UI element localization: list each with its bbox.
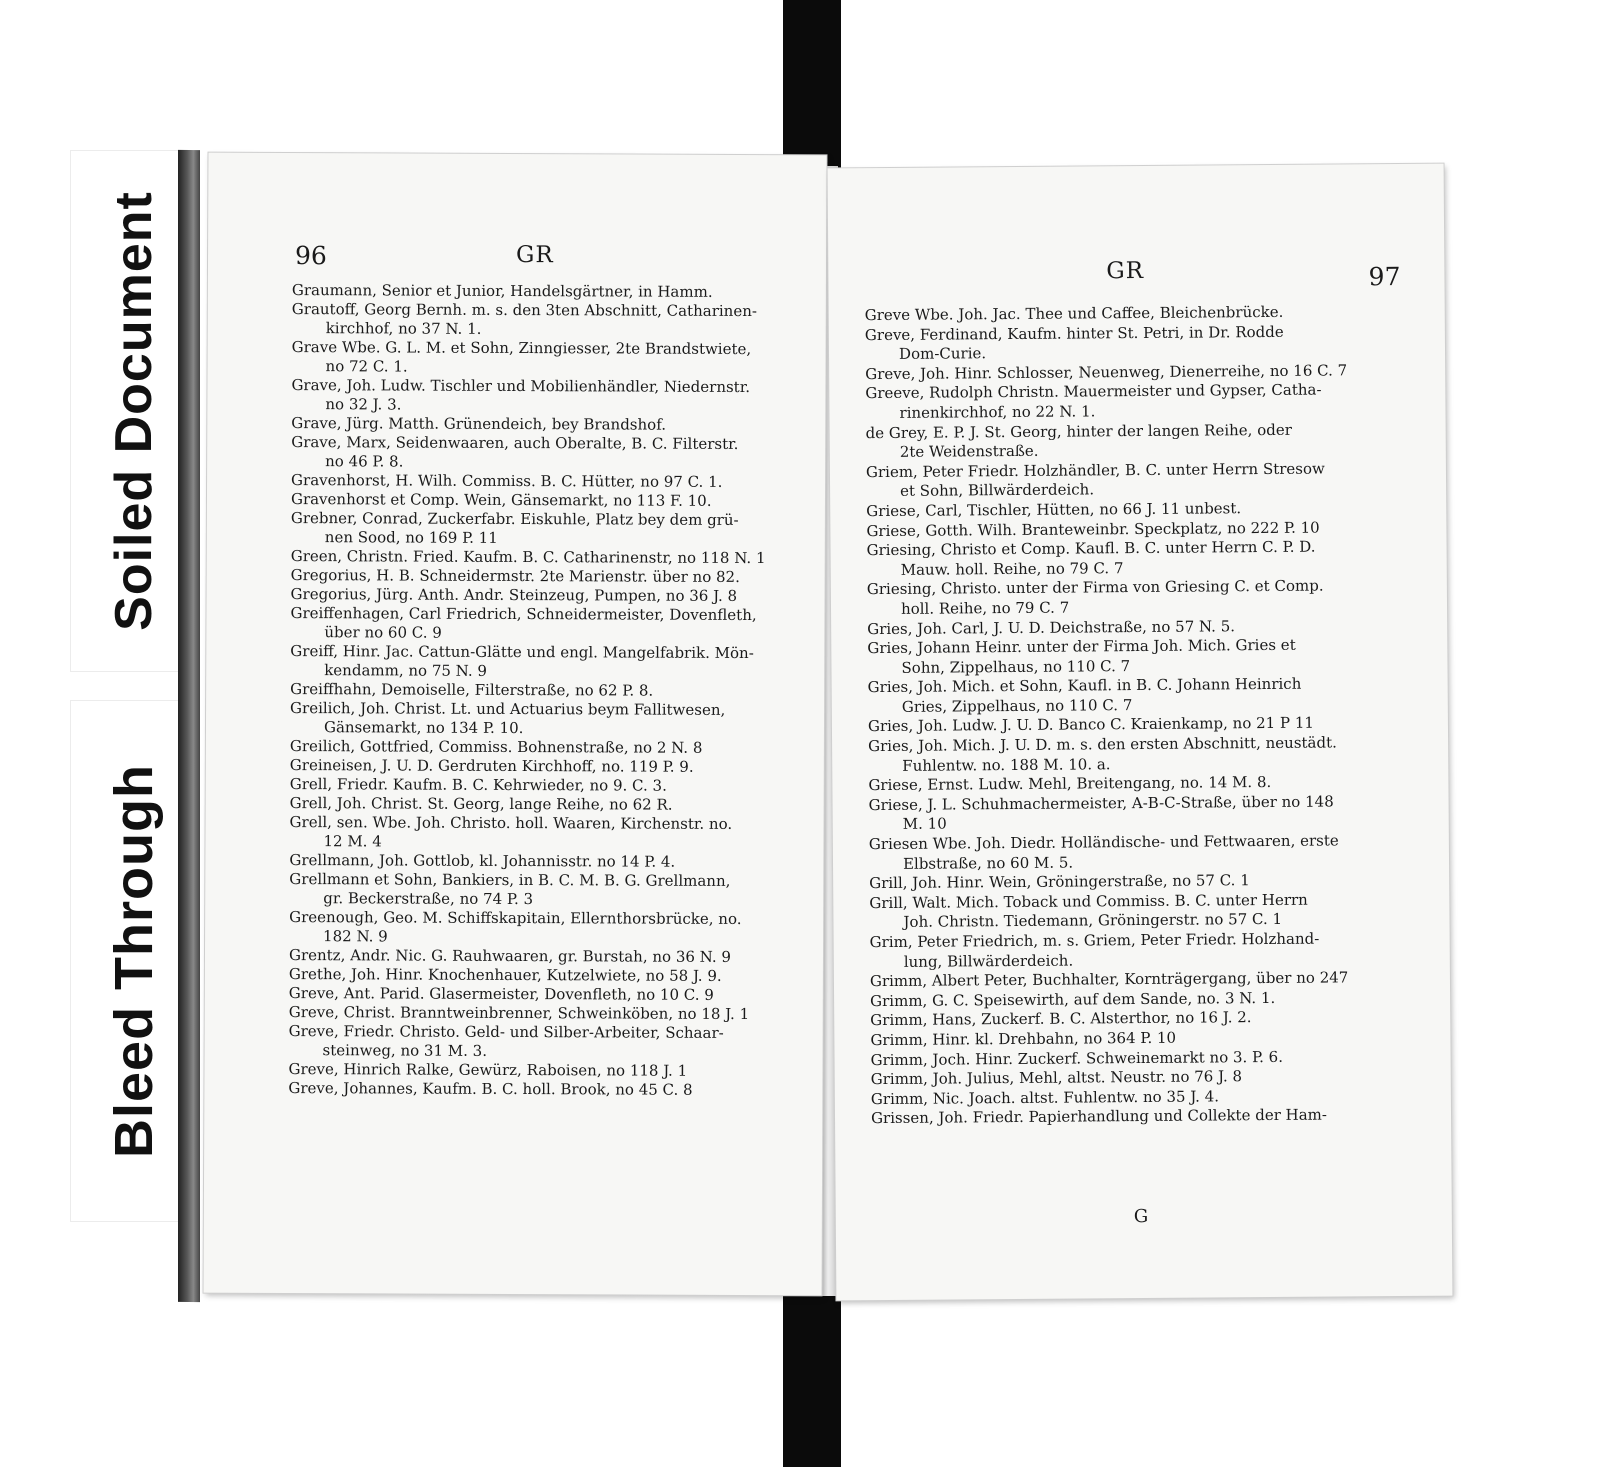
entry-line: Grill, Joh. Hinr. Wein, Gröningerstraße, no 57 C. 1 bbox=[869, 871, 1250, 893]
entry-continuation-line: et Sohn, Billwärderdeich. bbox=[900, 480, 1095, 501]
right-page-header bbox=[828, 248, 1444, 293]
directory-entry bbox=[291, 414, 791, 435]
entry-continuation-line: Joh. Christn. Tiedemann, Gröningerstr. no 57 C. 1 bbox=[903, 910, 1283, 932]
entry-line: Greiffhahn, Demoiselle, Filterstraße, no 62 P. 8. bbox=[290, 680, 654, 700]
entry-line: Greiffenhagen, Carl Friedrich, Schneidermeister, Dovenfleth, bbox=[290, 604, 757, 625]
entry-line: Greve Wbe. Joh. Jac. Thee und Caffee, Bleichenbrücke. bbox=[864, 302, 1284, 325]
directory-entry bbox=[289, 984, 789, 1005]
entry-line: Grimm, Joh. Julius, Mehl, altst. Neustr. no 76 J. 8 bbox=[870, 1067, 1243, 1089]
entry-line: Gravenhorst et Comp. Wein, Gänsemarkt, no 113 F. 10. bbox=[290, 490, 712, 510]
entry-line: Greineisen, J. U. D. Gerdruten Kirchhoff, no. 119 P. 9. bbox=[289, 756, 694, 776]
entry-line: Gravenhorst, H. Wilh. Commiss. B. C. Hütter, no 97 C. 1. bbox=[291, 471, 723, 491]
entry-continuation-line: Gries, Zippelhaus, no 110 C. 7 bbox=[901, 695, 1133, 716]
directory-entry bbox=[291, 566, 791, 587]
entry-continuation-line: Mauw. holl. Reihe, no 79 C. 7 bbox=[900, 558, 1124, 579]
entry-line: Greve, Joh. Hinr. Schlosser, Neuenweg, Dienerreihe, no 16 C. 7 bbox=[865, 361, 1348, 383]
entry-line: Griesing, Christo et Comp. Kaufl. B. C. unter Herrn C. P. D. bbox=[866, 537, 1316, 560]
directory-entry bbox=[288, 1060, 788, 1081]
directory-entry bbox=[866, 420, 1381, 463]
entry-line: Gries, Joh. Mich. J. U. D. m. s. den ersten Abschnitt, neustädt. bbox=[868, 733, 1337, 756]
entry-line: Grellmann, Joh. Gottlob, kl. Johannisstr. no 14 P. 4. bbox=[289, 851, 676, 871]
directory-entry bbox=[866, 537, 1381, 580]
entry-line: Grentz, Andr. Nic. G. Rauhwaaren, gr. Burstah, no 36 N. 9 bbox=[288, 946, 731, 966]
entry-continuation-line: no 72 C. 1. bbox=[325, 357, 408, 376]
right-entry-list bbox=[865, 302, 1386, 1129]
directory-entry bbox=[867, 635, 1382, 678]
directory-entry bbox=[292, 300, 792, 340]
entry-line: Greve, Friedr. Christo. Geld- und Silber-Arbeiter, Schaar- bbox=[288, 1022, 724, 1042]
entry-line: Grave, Joh. Ludw. Tischler und Mobilienhändler, Niedernstr. bbox=[291, 376, 751, 397]
left-page-header bbox=[208, 237, 826, 280]
right-page-number: 97 bbox=[1368, 261, 1401, 292]
entry-line: Greve, Johannes, Kaufm. B. C. holl. Brook, no 45 C. 8 bbox=[288, 1079, 693, 1099]
entry-continuation-line: kirchhof, no 37 N. 1. bbox=[325, 319, 482, 338]
directory-entry bbox=[292, 281, 792, 302]
entry-line: Griem, Peter Friedr. Holzhändler, B. C. unter Herrn Stresow bbox=[865, 459, 1325, 481]
signature-mark: G bbox=[1133, 1205, 1149, 1228]
directory-entry bbox=[867, 576, 1382, 619]
entry-line: Grebner, Conrad, Zuckerfabr. Eiskuhle, Platz bey dem grü- bbox=[290, 509, 739, 529]
entry-line: Gregorius, H. B. Schneidermstr. 2te Marienstr. über no 82. bbox=[290, 566, 740, 586]
directory-entry bbox=[291, 376, 791, 416]
directory-entry bbox=[289, 908, 789, 948]
entry-line: Greiff, Hinr. Jac. Cattun-Glätte und engl. Mangelfabrik. Mön- bbox=[290, 642, 754, 663]
entry-line: Green, Christn. Fried. Kaufm. B. C. Catharinenstr, no 118 N. 1 bbox=[290, 547, 766, 568]
entry-line: Grimm, Albert Peter, Buchhalter, Kornträgergang, über no 247 bbox=[869, 968, 1349, 991]
entry-line: Greve, Christ. Branntweinbrenner, Schweinköben, no 18 J. 1 bbox=[288, 1003, 750, 1024]
entry-continuation-line: Gänsemarkt, no 134 P. 10. bbox=[323, 718, 524, 738]
entry-continuation-line: Sohn, Zippelhaus, no 110 C. 7 bbox=[901, 656, 1131, 677]
directory-entry bbox=[290, 642, 790, 682]
directory-entry bbox=[865, 380, 1380, 423]
entry-line: Griesen Wbe. Joh. Diedr. Holländische- und Fettwaaren, erste bbox=[868, 831, 1339, 854]
entry-line: Grautoff, Georg Bernh. m. s. den 3ten Abschnitt, Catharinen- bbox=[291, 300, 757, 321]
directory-entry bbox=[292, 338, 792, 378]
directory-entry bbox=[289, 1003, 789, 1024]
directory-entry bbox=[289, 813, 789, 853]
directory-entry bbox=[290, 737, 790, 758]
entry-line: Greeve, Rudolph Christn. Mauermeister und Gypser, Catha- bbox=[865, 380, 1322, 403]
directory-entry bbox=[290, 756, 790, 777]
entry-line: Grethe, Joh. Hinr. Knochenhauer, Kutzelwiete, no 58 J. 9. bbox=[288, 965, 722, 985]
entry-line: Grave, Marx, Seidenwaaren, auch Oberalte, B. C. Filterstr. bbox=[291, 433, 739, 453]
entry-line: Greilich, Gottfried, Commiss. Bohnenstraße, no 2 N. 8 bbox=[289, 737, 703, 757]
entry-line: Gregorius, Jürg. Anth. Andr. Steinzeug, Pumpen, no 36 J. 8 bbox=[290, 585, 738, 605]
directory-entry bbox=[289, 851, 789, 872]
entry-line: Grimm, Joch. Hinr. Zuckerf. Schweinemarkt no 3. P. 6. bbox=[870, 1047, 1284, 1069]
entry-line: Grave Wbe. G. L. M. et Sohn, Zinngiesser, 2te Brandstwiete, bbox=[291, 338, 752, 359]
directory-entry bbox=[290, 699, 790, 739]
directory-entry bbox=[289, 870, 789, 910]
directory-entry bbox=[871, 1105, 1386, 1129]
directory-entry bbox=[868, 733, 1383, 776]
directory-entry bbox=[291, 547, 791, 568]
directory-entry bbox=[865, 322, 1380, 365]
entry-line: Gries, Joh. Ludw. J. U. D. Banco C. Kraienkamp, no 21 P 11 bbox=[867, 714, 1314, 736]
entry-continuation-line: nen Sood, no 169 P. 11 bbox=[324, 528, 498, 547]
entry-continuation-line: no 46 P. 8. bbox=[325, 452, 404, 471]
entry-line: Greenough, Geo. M. Schiffskapitain, Ellernthorsbrücke, no. bbox=[289, 908, 742, 928]
directory-entry bbox=[289, 1022, 789, 1062]
entry-line: Grave, Jürg. Matth. Grünendeich, bey Brandshof. bbox=[291, 414, 667, 434]
entry-line: Gries, Joh. Carl, J. U. D. Deichstraße, no 57 N. 5. bbox=[867, 616, 1236, 638]
entry-continuation-line: Dom-Curie. bbox=[898, 344, 987, 364]
entry-line: Grell, Friedr. Kaufm. B. C. Kehrwieder, no 9. C. 3. bbox=[289, 775, 667, 795]
directory-entry bbox=[289, 946, 789, 967]
directory-entry bbox=[866, 459, 1381, 502]
entry-continuation-line: holl. Reihe, no 79 C. 7 bbox=[900, 598, 1070, 618]
entry-continuation-line: M. 10 bbox=[902, 814, 947, 834]
entry-continuation-line: rinenkirchhof, no 22 N. 1. bbox=[899, 402, 1096, 422]
entry-line: Grellmann et Sohn, Bankiers, in B. C. M. B. G. Grellmann, bbox=[289, 870, 731, 890]
entry-line: Gries, Johann Heinr. unter der Firma Joh. Mich. Gries et bbox=[867, 635, 1296, 658]
entry-line: Griese, J. L. Schuhmachermeister, A-B-C-Straße, über no 148 bbox=[868, 792, 1334, 814]
entry-line: Grissen, Joh. Friedr. Papierhandlung und Collekte der Ham- bbox=[870, 1105, 1327, 1128]
directory-entry bbox=[291, 509, 791, 549]
entry-line: Griese, Gotth. Wilh. Branteweinbr. Speckplatz, no 222 P. 10 bbox=[866, 518, 1320, 540]
entry-line: Griese, Ernst. Ludw. Mehl, Breitengang, no. 14 M. 8. bbox=[868, 773, 1272, 795]
binding-strip-bottom bbox=[783, 1290, 841, 1467]
directory-entry bbox=[291, 490, 791, 511]
entry-continuation-line: steinweg, no 31 M. 3. bbox=[322, 1041, 488, 1060]
entry-line: Grim, Peter Friedrich, m. s. Griem, Peter Friedr. Holzhand- bbox=[869, 929, 1320, 952]
entry-continuation-line: 182 N. 9 bbox=[323, 927, 388, 946]
entry-line: Grimm, Nic. Joach. altst. Fuhlentw. no 35 J. 4. bbox=[870, 1087, 1220, 1108]
entry-line: Gries, Joh. Mich. et Sohn, Kaufl. in B. C. Johann Heinrich bbox=[867, 675, 1302, 697]
entry-line: Grimm, Hans, Zuckerf. B. C. Alsterthor, no 16 J. 2. bbox=[870, 1008, 1252, 1030]
entry-line: Greve, Ferdinand, Kaufm. hinter St. Petri, in Dr. Rodde bbox=[864, 322, 1284, 344]
entry-line: Grell, Joh. Christ. St. Georg, lange Reihe, no 62 R. bbox=[289, 794, 673, 814]
entry-line: de Grey, E. P. J. St. Georg, hinter der langen Reihe, oder bbox=[865, 420, 1292, 442]
entry-continuation-line: 12 M. 4 bbox=[323, 832, 382, 851]
left-page bbox=[204, 153, 827, 1296]
entry-continuation-line: Fuhlentw. no. 188 M. 10. a. bbox=[902, 754, 1111, 775]
entry-continuation-line: über no 60 C. 9 bbox=[324, 623, 442, 642]
directory-entry bbox=[870, 929, 1385, 972]
entry-line: Greve, Ant. Parid. Glasermeister, Dovenfleth, no 10 C. 9 bbox=[288, 984, 714, 1004]
entry-continuation-line: gr. Beckerstraße, no 74 P. 3 bbox=[323, 889, 534, 909]
entry-line: Griesing, Christo. unter der Firma von Griesing C. et Comp. bbox=[866, 576, 1324, 599]
directory-entry bbox=[288, 1079, 788, 1100]
directory-entry bbox=[870, 968, 1385, 992]
entry-continuation-line: 2te Weidenstraße. bbox=[899, 441, 1039, 462]
directory-entry bbox=[291, 471, 791, 492]
entry-line: Grell, sen. Wbe. Joh. Christo. holl. Waaren, Kirchenstr. no. bbox=[289, 813, 733, 833]
entry-continuation-line: Elbstraße, no 60 M. 5. bbox=[902, 853, 1074, 873]
left-page-heading: GR bbox=[515, 242, 554, 269]
entry-line: Graumann, Senior et Junior, Handelsgärtner, in Hamm. bbox=[291, 281, 713, 301]
entry-continuation-line: no 32 J. 3. bbox=[325, 395, 402, 414]
left-page-number: 96 bbox=[294, 241, 327, 271]
directory-entry bbox=[290, 604, 790, 644]
right-page bbox=[828, 164, 1453, 1301]
entry-line: Grimm, Hinr. kl. Drehbahn, no 364 P. 10 bbox=[870, 1028, 1177, 1050]
directory-entry bbox=[868, 674, 1383, 717]
entry-line: Grill, Walt. Mich. Toback und Commiss. B. C. unter Herrn bbox=[869, 890, 1308, 912]
entry-continuation-line: lung, Billwärderdeich. bbox=[903, 951, 1074, 971]
entry-line: Greilich, Joh. Christ. Lt. und Actuarius beym Fallitwesen, bbox=[290, 699, 726, 719]
entry-continuation-line: kendamm, no 75 N. 9 bbox=[324, 661, 487, 680]
entry-line: Griese, Carl, Tischler, Hütten, no 66 J. 11 unbest. bbox=[866, 499, 1242, 521]
directory-entry bbox=[869, 831, 1384, 874]
right-page-heading: GR bbox=[1106, 257, 1145, 285]
soiled-document-text: Soiled Document bbox=[104, 191, 163, 631]
entry-line: Greve, Hinrich Ralke, Gewürz, Raboisen, no 118 J. 1 bbox=[288, 1060, 688, 1080]
directory-entry bbox=[290, 794, 790, 815]
directory-entry bbox=[289, 965, 789, 986]
bleed-through-text: Bleed Through bbox=[103, 764, 164, 1158]
directory-entry bbox=[290, 775, 790, 796]
left-entry-list bbox=[288, 281, 792, 1100]
directory-entry bbox=[290, 680, 790, 701]
entry-line: Grimm, G. C. Speisewirth, auf dem Sande, no. 3 N. 1. bbox=[870, 988, 1276, 1010]
directory-entry bbox=[291, 433, 791, 473]
directory-entry bbox=[868, 792, 1383, 835]
directory-entry bbox=[869, 890, 1384, 933]
book-edge bbox=[178, 150, 200, 1302]
directory-entry bbox=[291, 585, 791, 606]
